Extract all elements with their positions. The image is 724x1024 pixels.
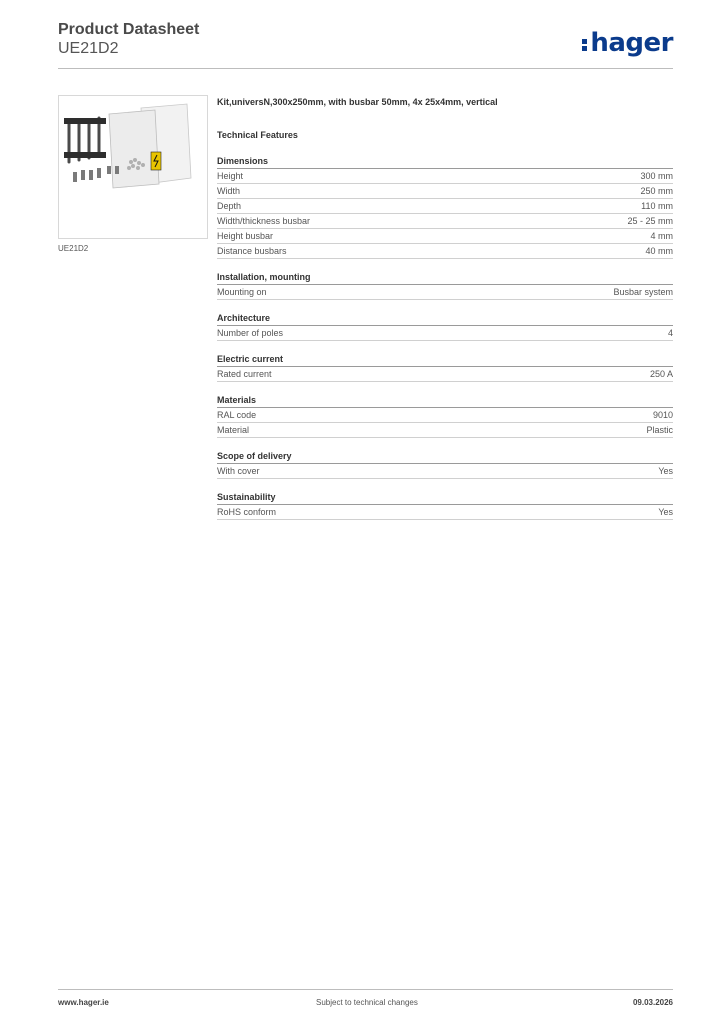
feature-row	[217, 423, 673, 438]
section-title: Installation, mounting	[217, 271, 673, 285]
feature-section	[217, 155, 673, 259]
technical-content	[217, 95, 673, 520]
feature-value: 4	[667, 328, 673, 338]
footer-website[interactable]: www.hager.ie	[58, 998, 109, 1007]
feature-sections	[217, 155, 673, 520]
section-title: Dimensions	[217, 155, 673, 169]
footer-date: 09.03.2026	[632, 998, 673, 1007]
feature-value: 110 mm	[641, 201, 673, 211]
feature-label: Mounting on	[217, 287, 267, 297]
product-description: Kit,universN,300x250mm, with busbar 50mm, 4x 25x4mm, vertical	[217, 97, 498, 107]
section-title: Sustainability	[217, 491, 673, 505]
feature-label: Number of poles	[217, 328, 284, 338]
feature-value: 250 mm	[640, 186, 673, 196]
feature-value: Busbar system	[613, 287, 673, 297]
feature-row	[217, 199, 673, 214]
section-title: Electric current	[217, 353, 673, 367]
product-kit-image-icon	[59, 96, 207, 238]
footer-divider	[58, 989, 673, 990]
feature-section	[217, 394, 673, 438]
feature-row	[217, 214, 673, 229]
feature-row	[217, 184, 673, 199]
feature-label: Depth	[217, 201, 242, 211]
section-title: Scope of delivery	[217, 450, 673, 464]
header-divider	[58, 68, 673, 69]
feature-label: Height busbar	[217, 231, 274, 241]
feature-value: 4 mm	[650, 231, 673, 241]
feature-label: Rated current	[217, 369, 272, 379]
feature-label: With cover	[217, 466, 260, 476]
image-caption: UE21D2	[58, 244, 89, 253]
feature-label: Material	[217, 425, 250, 435]
feature-value: 40 mm	[645, 246, 673, 256]
page-header	[58, 20, 673, 58]
feature-row	[217, 367, 673, 382]
section-title: Materials	[217, 394, 673, 408]
footer-notice: Subject to technical changes	[316, 998, 418, 1007]
feature-label: Distance busbars	[217, 246, 287, 256]
feature-row	[217, 244, 673, 259]
technical-features-title: Technical Features	[217, 130, 298, 140]
feature-value: 9010	[652, 410, 673, 420]
feature-section	[217, 312, 673, 341]
feature-value: 25 - 25 mm	[627, 216, 673, 226]
feature-section	[217, 271, 673, 300]
feature-value: Plastic	[646, 425, 673, 435]
logo-dots-icon	[582, 33, 589, 53]
product-code: UE21D2	[58, 40, 119, 57]
logo-text: hager	[590, 28, 673, 58]
feature-row	[217, 285, 673, 300]
feature-label: RoHS conform	[217, 507, 277, 517]
feature-label: Width/thickness busbar	[217, 216, 311, 226]
feature-row	[217, 169, 673, 184]
feature-label: Width	[217, 186, 241, 196]
feature-row	[217, 505, 673, 520]
feature-section	[217, 353, 673, 382]
feature-value: Yes	[658, 466, 673, 476]
feature-section	[217, 491, 673, 520]
feature-label: Height	[217, 171, 244, 181]
page-title: Product Datasheet	[58, 21, 200, 38]
feature-row	[217, 464, 673, 479]
product-image	[58, 95, 208, 239]
feature-value: 300 mm	[640, 171, 673, 181]
feature-label: RAL code	[217, 410, 257, 420]
feature-value: 250 A	[649, 369, 673, 379]
hager-logo	[582, 28, 673, 58]
section-title: Architecture	[217, 312, 673, 326]
feature-row	[217, 408, 673, 423]
feature-value: Yes	[658, 507, 673, 517]
feature-row	[217, 326, 673, 341]
feature-row	[217, 229, 673, 244]
feature-section	[217, 450, 673, 479]
